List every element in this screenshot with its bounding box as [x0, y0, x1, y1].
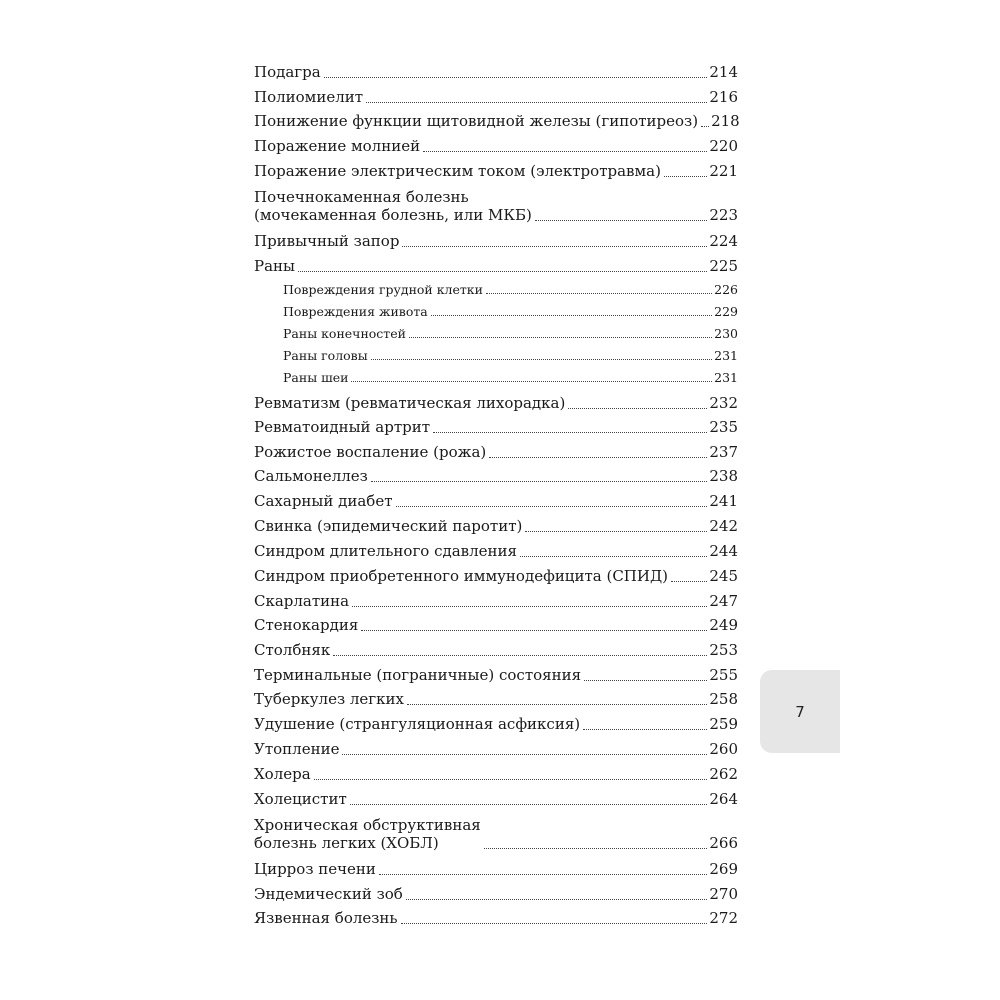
dot-leader [664, 176, 707, 177]
toc-entry-title: Скарлатина [254, 592, 350, 610]
dot-leader [352, 606, 707, 607]
toc-entry-title: Терминальные (пограничные) состояния [254, 666, 582, 684]
dot-leader [671, 581, 707, 582]
toc-entry [254, 690, 738, 708]
toc-entry-title: Понижение функции щитовидной железы (гипотиреоз) [254, 112, 699, 130]
toc-entry-title: Раны [254, 257, 295, 275]
toc-entry-title: Удушение (странгуляционная асфиксия) [254, 715, 581, 733]
dot-leader [489, 457, 707, 458]
toc-entry [254, 740, 738, 758]
dot-leader [366, 102, 707, 103]
toc-entry-page: 272 [709, 909, 738, 927]
toc-entry [254, 641, 738, 659]
dot-leader [584, 680, 707, 681]
toc-entry-title: Стенокардия [254, 616, 359, 634]
toc-entry-page: 229 [714, 304, 738, 319]
dot-leader [583, 729, 707, 730]
dot-leader [401, 923, 708, 924]
dot-leader [423, 151, 707, 152]
toc-subentry [283, 348, 738, 363]
toc-entry [254, 790, 738, 808]
dot-leader [520, 556, 707, 557]
page-number-tab [760, 670, 840, 753]
toc-entry-page: 247 [709, 592, 738, 610]
toc-entry [254, 88, 738, 106]
toc-subentry [283, 304, 738, 319]
toc-entry-title: Повреждения живота [283, 304, 428, 319]
toc-entry [254, 816, 738, 852]
toc-entry [254, 765, 738, 783]
toc-entry-page: 241 [709, 492, 738, 510]
toc-entry-page: 224 [709, 232, 738, 250]
toc-entry-title: Раны головы [283, 348, 368, 363]
toc-entry-title: Синдром длительного сдавления [254, 542, 517, 560]
toc-entry-page: 221 [709, 162, 738, 180]
toc-entry [254, 715, 738, 733]
toc-entry-page: 223 [709, 206, 738, 224]
toc-entry [254, 616, 738, 634]
toc-entry-page: 230 [714, 326, 738, 341]
dot-leader [371, 359, 712, 360]
toc-entry-page: 231 [714, 348, 738, 363]
toc-entry [254, 567, 738, 585]
toc-entry-title: Поражение электрическим током (электротравма) [254, 162, 661, 180]
toc-entry-page: 242 [709, 517, 738, 535]
toc-entry-page: 226 [714, 282, 738, 297]
dot-leader [350, 804, 708, 805]
dot-leader [535, 220, 708, 221]
toc-entry-page: 225 [709, 257, 738, 275]
toc-entry [254, 860, 738, 878]
toc-entry [254, 909, 738, 927]
toc-entry-title: Хроническая обструктивная болезнь легких (ХОБЛ) [254, 816, 481, 852]
toc-entry [254, 666, 738, 684]
toc-entry-title: Свинка (эпидемический паротит) [254, 517, 523, 535]
toc-entry-page: 264 [709, 790, 738, 808]
toc-entry-title: Эндемический зоб [254, 885, 403, 903]
dot-leader [409, 337, 712, 338]
toc-entry-page: 245 [709, 567, 738, 585]
toc-entry-title: Раны конечностей [283, 326, 406, 341]
toc-entry-title: Раны шеи [283, 370, 349, 385]
toc-entry-title: Сальмонеллез [254, 467, 368, 485]
toc-entry-title: Язвенная болезнь [254, 909, 398, 927]
toc-entry-title: Утопление [254, 740, 340, 758]
toc-subentry [283, 282, 738, 297]
dot-leader [484, 848, 708, 849]
dot-leader [298, 271, 707, 272]
toc-entry-page: 237 [709, 443, 738, 461]
toc-entry-title: Повреждения грудной клетки [283, 282, 483, 297]
dot-leader [324, 77, 708, 78]
toc-entry-page: 231 [714, 370, 738, 385]
toc-entry [254, 467, 738, 485]
toc-entry-title: Синдром приобретенного иммунодефицита (СПИД) [254, 567, 669, 585]
toc-entry-page: 262 [709, 765, 738, 783]
toc-entry-title: Сахарный диабет [254, 492, 393, 510]
dot-leader [333, 655, 707, 656]
dot-leader [701, 126, 709, 127]
toc-entry [254, 63, 738, 81]
toc-entry [254, 492, 738, 510]
page-number: 7 [795, 702, 805, 721]
toc-entry-title: Туберкулез легких [254, 690, 404, 708]
dot-leader [568, 408, 707, 409]
dot-leader [406, 899, 708, 900]
toc-entry [254, 112, 738, 130]
toc-entry-page: 218 [711, 112, 740, 130]
toc-entry-title: Холера [254, 765, 311, 783]
toc-entry [254, 257, 738, 275]
toc-entry-title: Холецистит [254, 790, 347, 808]
toc-entry-page: 244 [709, 542, 738, 560]
toc-entry-page: 258 [709, 690, 738, 708]
dot-leader [351, 381, 712, 382]
toc-subentry [283, 326, 738, 341]
dot-leader [402, 246, 707, 247]
toc-entry [254, 188, 738, 224]
toc-entry [254, 418, 738, 436]
toc-entry-page: 255 [709, 666, 738, 684]
toc-entry-page: 259 [709, 715, 738, 733]
dot-leader [396, 506, 708, 507]
toc-entry-title: Цирроз печени [254, 860, 376, 878]
toc-entry-page: 260 [709, 740, 738, 758]
toc-entry-page: 232 [709, 394, 738, 412]
toc-entry-title: Рожистое воспаление (рожа) [254, 443, 487, 461]
toc-entry [254, 232, 738, 250]
toc-entry-page: 214 [709, 63, 738, 81]
dot-leader [407, 704, 707, 705]
toc-entry [254, 885, 738, 903]
toc-entry-page: 266 [709, 834, 738, 852]
toc-entry-title: Полиомиелит [254, 88, 364, 106]
toc-entry-page: 269 [709, 860, 738, 878]
toc-entry [254, 517, 738, 535]
toc-entry-page: 220 [709, 137, 738, 155]
toc-entry [254, 592, 738, 610]
toc-entry-title: Почечнокаменная болезнь (мочекаменная болезнь, или МКБ) [254, 188, 532, 224]
toc-entry-title: Ревматизм (ревматическая лихорадка) [254, 394, 566, 412]
toc-entry [254, 394, 738, 412]
toc-entry [254, 443, 738, 461]
dot-leader [379, 874, 707, 875]
toc-entry-page: 249 [709, 616, 738, 634]
toc-entry [254, 137, 738, 155]
dot-leader [525, 531, 707, 532]
toc-entry-title: Ревматоидный артрит [254, 418, 431, 436]
toc-entry-page: 216 [709, 88, 738, 106]
toc-entry [254, 162, 738, 180]
dot-leader [486, 293, 712, 294]
toc-entry-page: 235 [709, 418, 738, 436]
toc-entry-title: Поражение молнией [254, 137, 421, 155]
toc-entry-title: Подагра [254, 63, 321, 81]
toc-entry-page: 253 [709, 641, 738, 659]
toc-entry-title: Привычный запор [254, 232, 400, 250]
dot-leader [314, 779, 708, 780]
dot-leader [361, 630, 707, 631]
toc-entry [254, 542, 738, 560]
dot-leader [342, 754, 707, 755]
toc-subentry [283, 370, 738, 385]
dot-leader [431, 315, 712, 316]
toc-entry-page: 270 [709, 885, 738, 903]
dot-leader [371, 481, 708, 482]
dot-leader [433, 432, 707, 433]
toc-entry-page: 238 [709, 467, 738, 485]
toc-entry-title: Столбняк [254, 641, 331, 659]
